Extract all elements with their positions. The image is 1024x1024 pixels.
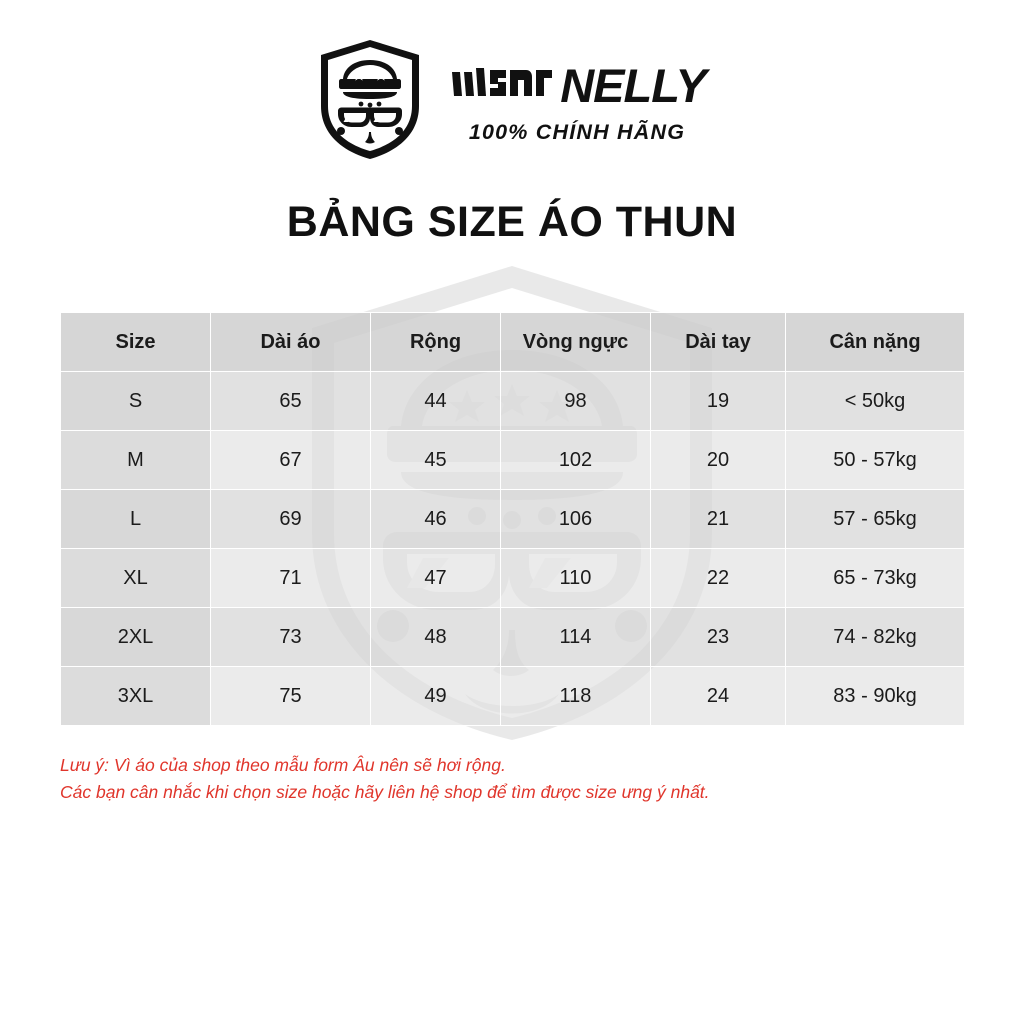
boy-with-cap-and-sunglasses-logo-icon — [318, 38, 422, 162]
table-cell: 22 — [651, 549, 786, 608]
table-row — [61, 372, 965, 431]
table-cell: M — [61, 431, 211, 490]
table-cell: 24 — [651, 667, 786, 726]
table-cell: 3XL — [61, 667, 211, 726]
note-line-1: Lưu ý: Vì áo của shop theo mẫu form Âu nên sẽ hơi rộng. — [60, 755, 506, 775]
size-table — [60, 312, 965, 726]
table-row — [61, 549, 965, 608]
table-header-cell: Vòng ngực — [501, 313, 651, 372]
notes-section — [60, 752, 960, 806]
brand-glyph-icon — [448, 62, 560, 108]
table-cell: 71 — [211, 549, 371, 608]
table-cell: < 50kg — [786, 372, 965, 431]
table-cell: 83 - 90kg — [786, 667, 965, 726]
table-cell: 46 — [371, 490, 501, 549]
brand-header — [0, 38, 1024, 162]
table-cell: 23 — [651, 608, 786, 667]
table-cell: 73 — [211, 608, 371, 667]
table-row — [61, 667, 965, 726]
table-header-cell: Cân nặng — [786, 313, 965, 372]
size-table-container — [60, 312, 964, 726]
table-cell: 102 — [501, 431, 651, 490]
brand-name: NELLY — [560, 58, 706, 112]
table-cell: 50 - 57kg — [786, 431, 965, 490]
table-cell: 45 — [371, 431, 501, 490]
table-cell: 49 — [371, 667, 501, 726]
table-cell: 44 — [371, 372, 501, 431]
table-cell: 114 — [501, 608, 651, 667]
note-line-2: Các bạn cân nhắc khi chọn size hoặc hãy liên hệ shop để tìm được size ưng ý nhất. — [60, 782, 710, 803]
table-cell: 19 — [651, 372, 786, 431]
table-cell: 65 — [211, 372, 371, 431]
table-header-row — [61, 313, 965, 372]
table-cell: 47 — [371, 549, 501, 608]
table-cell: 21 — [651, 490, 786, 549]
page-title: BẢNG SIZE ÁO THUN — [286, 198, 738, 246]
table-cell: 98 — [501, 372, 651, 431]
table-cell: S — [61, 372, 211, 431]
table-cell: 74 - 82kg — [786, 608, 965, 667]
table-cell: 106 — [501, 490, 651, 549]
table-header-cell: Size — [61, 313, 211, 372]
table-cell: 118 — [501, 667, 651, 726]
table-row — [61, 608, 965, 667]
table-cell: 75 — [211, 667, 371, 726]
table-cell: 57 - 65kg — [786, 490, 965, 549]
table-header-cell: Dài tay — [651, 313, 786, 372]
table-cell: 67 — [211, 431, 371, 490]
table-cell: L — [61, 490, 211, 549]
table-cell: 110 — [501, 549, 651, 608]
table-cell: 65 - 73kg — [786, 549, 965, 608]
table-cell: XL — [61, 549, 211, 608]
table-cell: 20 — [651, 431, 786, 490]
table-row — [61, 431, 965, 490]
table-cell: 69 — [211, 490, 371, 549]
table-header-cell: Dài áo — [211, 313, 371, 372]
brand-tagline: 100% CHÍNH HÃNG — [468, 119, 686, 144]
table-row — [61, 490, 965, 549]
table-cell: 48 — [371, 608, 501, 667]
table-cell: 2XL — [61, 608, 211, 667]
table-header-cell: Rộng — [371, 313, 501, 372]
